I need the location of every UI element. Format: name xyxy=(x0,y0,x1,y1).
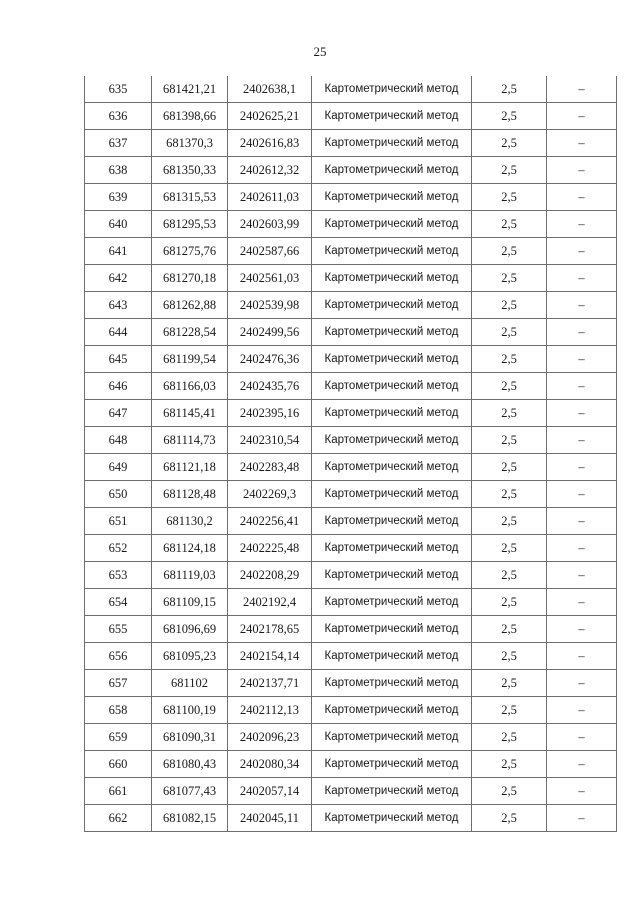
accuracy-cell: 2,5 xyxy=(472,427,547,454)
accuracy-cell: 2,5 xyxy=(472,157,547,184)
table-row xyxy=(85,697,617,724)
x-coordinate-cell: 681077,43 xyxy=(152,778,228,805)
note-cell: – xyxy=(547,481,617,508)
point-number-cell: 662 xyxy=(85,805,152,832)
x-coordinate-cell: 681315,53 xyxy=(152,184,228,211)
x-coordinate-cell: 681124,18 xyxy=(152,535,228,562)
accuracy-cell: 2,5 xyxy=(472,616,547,643)
y-coordinate-cell: 2402178,65 xyxy=(228,616,312,643)
table-row xyxy=(85,454,617,481)
x-coordinate-cell: 681350,33 xyxy=(152,157,228,184)
point-number-cell: 659 xyxy=(85,724,152,751)
note-cell: – xyxy=(547,292,617,319)
x-coordinate-cell: 681096,69 xyxy=(152,616,228,643)
point-number-cell: 645 xyxy=(85,346,152,373)
table-row xyxy=(85,805,617,832)
table-row xyxy=(85,157,617,184)
table-row xyxy=(85,400,617,427)
note-cell: – xyxy=(547,643,617,670)
method-cell: Картометрический метод xyxy=(312,778,472,805)
method-cell: Картометрический метод xyxy=(312,265,472,292)
point-number-cell: 643 xyxy=(85,292,152,319)
x-coordinate-cell: 681130,2 xyxy=(152,508,228,535)
y-coordinate-cell: 2402283,48 xyxy=(228,454,312,481)
point-number-cell: 637 xyxy=(85,130,152,157)
point-number-cell: 660 xyxy=(85,751,152,778)
y-coordinate-cell: 2402395,16 xyxy=(228,400,312,427)
page-number: 25 xyxy=(313,44,327,59)
note-cell: – xyxy=(547,373,617,400)
x-coordinate-cell: 681119,03 xyxy=(152,562,228,589)
accuracy-cell: 2,5 xyxy=(472,805,547,832)
method-cell: Картометрический метод xyxy=(312,346,472,373)
point-number-cell: 649 xyxy=(85,454,152,481)
y-coordinate-cell: 2402057,14 xyxy=(228,778,312,805)
point-number-cell: 655 xyxy=(85,616,152,643)
x-coordinate-cell: 681228,54 xyxy=(152,319,228,346)
x-coordinate-cell: 681166,03 xyxy=(152,373,228,400)
point-number-cell: 646 xyxy=(85,373,152,400)
note-cell: – xyxy=(547,211,617,238)
table-row xyxy=(85,184,617,211)
x-coordinate-cell: 681121,18 xyxy=(152,454,228,481)
point-number-cell: 636 xyxy=(85,103,152,130)
method-cell: Картометрический метод xyxy=(312,76,472,103)
y-coordinate-cell: 2402561,03 xyxy=(228,265,312,292)
note-cell: – xyxy=(547,184,617,211)
accuracy-cell: 2,5 xyxy=(472,265,547,292)
method-cell: Картометрический метод xyxy=(312,751,472,778)
y-coordinate-cell: 2402192,4 xyxy=(228,589,312,616)
coordinates-table xyxy=(84,76,617,832)
accuracy-cell: 2,5 xyxy=(472,103,547,130)
point-number-cell: 644 xyxy=(85,319,152,346)
note-cell: – xyxy=(547,157,617,184)
note-cell: – xyxy=(547,562,617,589)
method-cell: Картометрический метод xyxy=(312,238,472,265)
y-coordinate-cell: 2402225,48 xyxy=(228,535,312,562)
x-coordinate-cell: 681090,31 xyxy=(152,724,228,751)
table-row xyxy=(85,778,617,805)
method-cell: Картометрический метод xyxy=(312,616,472,643)
accuracy-cell: 2,5 xyxy=(472,589,547,616)
y-coordinate-cell: 2402499,56 xyxy=(228,319,312,346)
table-row xyxy=(85,346,617,373)
accuracy-cell: 2,5 xyxy=(472,481,547,508)
accuracy-cell: 2,5 xyxy=(472,319,547,346)
point-number-cell: 650 xyxy=(85,481,152,508)
point-number-cell: 635 xyxy=(85,76,152,103)
x-coordinate-cell: 681199,54 xyxy=(152,346,228,373)
y-coordinate-cell: 2402269,3 xyxy=(228,481,312,508)
table-row xyxy=(85,481,617,508)
point-number-cell: 638 xyxy=(85,157,152,184)
accuracy-cell: 2,5 xyxy=(472,751,547,778)
table-row xyxy=(85,508,617,535)
table-row xyxy=(85,319,617,346)
point-number-cell: 640 xyxy=(85,211,152,238)
x-coordinate-cell: 681114,73 xyxy=(152,427,228,454)
y-coordinate-cell: 2402612,32 xyxy=(228,157,312,184)
note-cell: – xyxy=(547,589,617,616)
accuracy-cell: 2,5 xyxy=(472,454,547,481)
x-coordinate-cell: 681370,3 xyxy=(152,130,228,157)
method-cell: Картометрический метод xyxy=(312,319,472,346)
note-cell: – xyxy=(547,805,617,832)
y-coordinate-cell: 2402080,34 xyxy=(228,751,312,778)
method-cell: Картометрический метод xyxy=(312,724,472,751)
x-coordinate-cell: 681275,76 xyxy=(152,238,228,265)
table-row xyxy=(85,265,617,292)
method-cell: Картометрический метод xyxy=(312,454,472,481)
method-cell: Картометрический метод xyxy=(312,589,472,616)
method-cell: Картометрический метод xyxy=(312,535,472,562)
table-row xyxy=(85,373,617,400)
table-row xyxy=(85,292,617,319)
note-cell: – xyxy=(547,751,617,778)
note-cell: – xyxy=(547,616,617,643)
y-coordinate-cell: 2402616,83 xyxy=(228,130,312,157)
accuracy-cell: 2,5 xyxy=(472,697,547,724)
method-cell: Картометрический метод xyxy=(312,643,472,670)
method-cell: Картометрический метод xyxy=(312,130,472,157)
table-row xyxy=(85,427,617,454)
point-number-cell: 641 xyxy=(85,238,152,265)
note-cell: – xyxy=(547,238,617,265)
table-row xyxy=(85,76,617,103)
x-coordinate-cell: 681145,41 xyxy=(152,400,228,427)
method-cell: Картометрический метод xyxy=(312,427,472,454)
note-cell: – xyxy=(547,76,617,103)
accuracy-cell: 2,5 xyxy=(472,535,547,562)
y-coordinate-cell: 2402539,98 xyxy=(228,292,312,319)
point-number-cell: 656 xyxy=(85,643,152,670)
accuracy-cell: 2,5 xyxy=(472,400,547,427)
method-cell: Картометрический метод xyxy=(312,184,472,211)
accuracy-cell: 2,5 xyxy=(472,643,547,670)
table-row xyxy=(85,724,617,751)
table-row xyxy=(85,562,617,589)
table-row xyxy=(85,751,617,778)
x-coordinate-cell: 681100,19 xyxy=(152,697,228,724)
x-coordinate-cell: 681262,88 xyxy=(152,292,228,319)
accuracy-cell: 2,5 xyxy=(472,346,547,373)
accuracy-cell: 2,5 xyxy=(472,211,547,238)
table-row xyxy=(85,211,617,238)
note-cell: – xyxy=(547,778,617,805)
x-coordinate-cell: 681082,15 xyxy=(152,805,228,832)
x-coordinate-cell: 681128,48 xyxy=(152,481,228,508)
note-cell: – xyxy=(547,103,617,130)
point-number-cell: 647 xyxy=(85,400,152,427)
note-cell: – xyxy=(547,670,617,697)
note-cell: – xyxy=(547,427,617,454)
note-cell: – xyxy=(547,319,617,346)
note-cell: – xyxy=(547,346,617,373)
point-number-cell: 648 xyxy=(85,427,152,454)
note-cell: – xyxy=(547,454,617,481)
x-coordinate-cell: 681398,66 xyxy=(152,103,228,130)
y-coordinate-cell: 2402603,99 xyxy=(228,211,312,238)
method-cell: Картометрический метод xyxy=(312,292,472,319)
note-cell: – xyxy=(547,265,617,292)
table-row xyxy=(85,589,617,616)
x-coordinate-cell: 681109,15 xyxy=(152,589,228,616)
method-cell: Картометрический метод xyxy=(312,805,472,832)
accuracy-cell: 2,5 xyxy=(472,508,547,535)
method-cell: Картометрический метод xyxy=(312,670,472,697)
point-number-cell: 652 xyxy=(85,535,152,562)
accuracy-cell: 2,5 xyxy=(472,184,547,211)
y-coordinate-cell: 2402208,29 xyxy=(228,562,312,589)
y-coordinate-cell: 2402112,13 xyxy=(228,697,312,724)
x-coordinate-cell: 681270,18 xyxy=(152,265,228,292)
method-cell: Картометрический метод xyxy=(312,400,472,427)
accuracy-cell: 2,5 xyxy=(472,373,547,400)
method-cell: Картометрический метод xyxy=(312,373,472,400)
method-cell: Картометрический метод xyxy=(312,697,472,724)
y-coordinate-cell: 2402476,36 xyxy=(228,346,312,373)
note-cell: – xyxy=(547,697,617,724)
y-coordinate-cell: 2402137,71 xyxy=(228,670,312,697)
y-coordinate-cell: 2402638,1 xyxy=(228,76,312,103)
accuracy-cell: 2,5 xyxy=(472,670,547,697)
table-row xyxy=(85,643,617,670)
accuracy-cell: 2,5 xyxy=(472,292,547,319)
accuracy-cell: 2,5 xyxy=(472,778,547,805)
table-row xyxy=(85,238,617,265)
point-number-cell: 642 xyxy=(85,265,152,292)
method-cell: Картометрический метод xyxy=(312,103,472,130)
method-cell: Картометрический метод xyxy=(312,481,472,508)
table-row xyxy=(85,535,617,562)
y-coordinate-cell: 2402154,14 xyxy=(228,643,312,670)
y-coordinate-cell: 2402435,76 xyxy=(228,373,312,400)
x-coordinate-cell: 681095,23 xyxy=(152,643,228,670)
point-number-cell: 651 xyxy=(85,508,152,535)
y-coordinate-cell: 2402256,41 xyxy=(228,508,312,535)
table-body xyxy=(85,76,617,832)
table-row xyxy=(85,130,617,157)
accuracy-cell: 2,5 xyxy=(472,724,547,751)
note-cell: – xyxy=(547,400,617,427)
accuracy-cell: 2,5 xyxy=(472,562,547,589)
accuracy-cell: 2,5 xyxy=(472,130,547,157)
x-coordinate-cell: 681102 xyxy=(152,670,228,697)
method-cell: Картометрический метод xyxy=(312,562,472,589)
method-cell: Картометрический метод xyxy=(312,508,472,535)
point-number-cell: 657 xyxy=(85,670,152,697)
point-number-cell: 653 xyxy=(85,562,152,589)
note-cell: – xyxy=(547,508,617,535)
point-number-cell: 654 xyxy=(85,589,152,616)
accuracy-cell: 2,5 xyxy=(472,76,547,103)
method-cell: Картометрический метод xyxy=(312,157,472,184)
method-cell: Картометрический метод xyxy=(312,211,472,238)
y-coordinate-cell: 2402611,03 xyxy=(228,184,312,211)
point-number-cell: 639 xyxy=(85,184,152,211)
table-row xyxy=(85,103,617,130)
point-number-cell: 661 xyxy=(85,778,152,805)
y-coordinate-cell: 2402310,54 xyxy=(228,427,312,454)
point-number-cell: 658 xyxy=(85,697,152,724)
note-cell: – xyxy=(547,724,617,751)
x-coordinate-cell: 681080,43 xyxy=(152,751,228,778)
table-row xyxy=(85,616,617,643)
note-cell: – xyxy=(547,130,617,157)
y-coordinate-cell: 2402625,21 xyxy=(228,103,312,130)
accuracy-cell: 2,5 xyxy=(472,238,547,265)
x-coordinate-cell: 681421,21 xyxy=(152,76,228,103)
table-row xyxy=(85,670,617,697)
y-coordinate-cell: 2402587,66 xyxy=(228,238,312,265)
x-coordinate-cell: 681295,53 xyxy=(152,211,228,238)
y-coordinate-cell: 2402045,11 xyxy=(228,805,312,832)
note-cell: – xyxy=(547,535,617,562)
y-coordinate-cell: 2402096,23 xyxy=(228,724,312,751)
